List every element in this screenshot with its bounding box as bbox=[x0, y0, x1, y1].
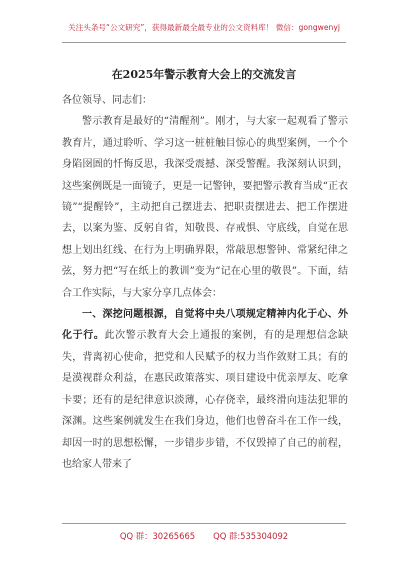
header-notice: 关注头条号“公文研究”，获得最新最全最专业的公文资料库！ 微信：gongwenyj bbox=[68, 23, 340, 32]
footer-qq-group-2: QQ 群:535304092 bbox=[213, 531, 289, 541]
paragraph-section-1 bbox=[62, 304, 348, 475]
section-text: 此次警示教育大会上通报的案例，有的是理想信念缺失，背离初心使命，把党和人民赋予的权力当作敛财工具；有的是漠视群众利益，在惠民政策落实、项目建设中优亲厚友、吃拿卡要；还有的是纪律意识淡薄，心存侥幸，最终滑向违法犯罪的深渊。这些案例就发生在我们身边，他们也曾奋斗在工作一线，却因一时的思想松懈，一步错步步错，不仅毁掉了自己的前程，也给家人带来了 bbox=[62, 330, 349, 470]
greeting: 各位领导、同志们： bbox=[62, 95, 152, 106]
section-heading: 一、深挖问题根源，自觉将中央八项规定精神内化于心、外化于行。 bbox=[62, 309, 348, 342]
paragraph-intro: 警示教育是最好的“清醒剂”。刚才，与大家一起观看了警示教育片，通过聆听、学习这一桩桩触目惊心的典型案例，一个个身陷囹圄的忏悔反思，我深受震撼、深受警醒。我深刻认识到，这些案例既是一面镜子，更是一记警钟，要把警示教育当成“正衣镜”“提醒铃”，主动把自己摆进去、把职责摆进去、把工作摆进去，以案为鉴、反躬自省，知敬畏、存戒惧、守底线，自觉在思想上划出红线、在行为上明确界限，常敲思想警钟、常紧纪律之弦，努力把“写在纸上的教训”变为“记在心里的敬畏”。下面，结合工作实际，与大家分享几点体会： bbox=[62, 116, 348, 299]
footer-divider bbox=[62, 523, 346, 524]
document-body bbox=[62, 90, 348, 475]
footer-qq-group-1: QQ 群：30265665 bbox=[119, 531, 196, 541]
document-title: 在2025年警示教育大会上的交流发言 bbox=[111, 68, 297, 81]
header-divider bbox=[62, 42, 346, 43]
footer-contact bbox=[0, 530, 408, 542]
